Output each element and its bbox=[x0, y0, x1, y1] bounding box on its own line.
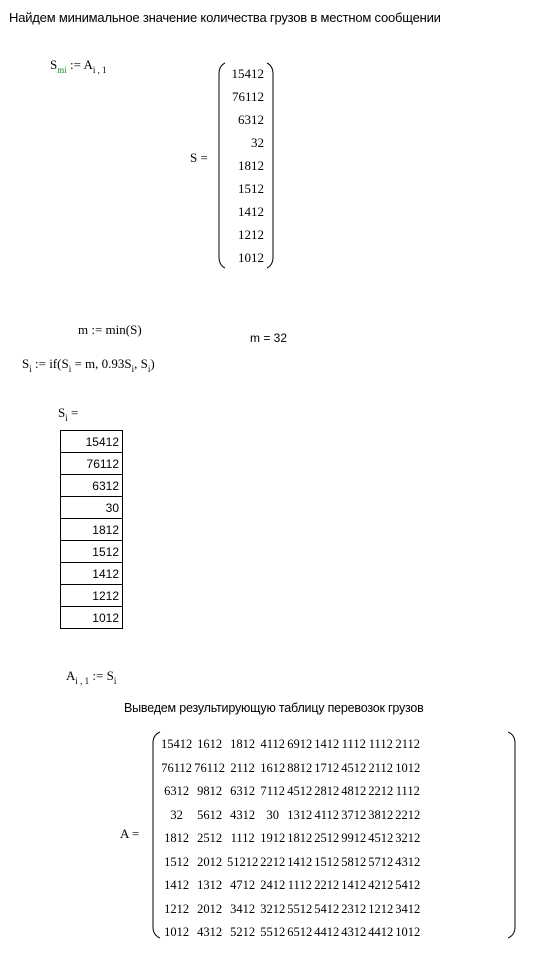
matrix-row bbox=[160, 898, 421, 922]
matrix-cell: 4812 bbox=[341, 784, 367, 799]
matrix-cell: 3812 bbox=[368, 807, 394, 822]
eq-if-sub-2: i bbox=[68, 364, 72, 374]
table-cell: 1512 bbox=[61, 541, 123, 563]
eq-if-sub-3: i bbox=[131, 364, 135, 374]
matrix-right-paren-icon bbox=[507, 731, 517, 939]
matrix-cell: 5412 bbox=[395, 878, 421, 893]
matrix-cell: 1812 bbox=[287, 831, 313, 846]
matrix-cell: 2212 bbox=[260, 854, 286, 869]
eq-assign-sub2: i bbox=[113, 676, 117, 686]
table-cell: 30 bbox=[61, 497, 123, 519]
matrix-cell: 4312 bbox=[230, 807, 256, 822]
matrix-cell: 1212 bbox=[368, 901, 394, 916]
matrix-cell: 5412 bbox=[314, 901, 340, 916]
matrix-cell: 4512 bbox=[341, 760, 367, 775]
eq-if-mid: = m, 0.93S bbox=[74, 356, 132, 371]
matrix-row bbox=[160, 874, 421, 898]
vector-s-cell: 1812 bbox=[238, 158, 264, 173]
right-paren-icon bbox=[266, 62, 274, 269]
table-row bbox=[61, 541, 123, 563]
matrix-cell: 4312 bbox=[197, 925, 223, 940]
matrix-cell: 1512 bbox=[164, 854, 190, 869]
eq-assign-op: := S bbox=[92, 668, 114, 683]
matrix-cell: 1412 bbox=[314, 737, 340, 752]
matrix-cell: 4712 bbox=[230, 878, 256, 893]
matrix-cell: 1012 bbox=[164, 925, 190, 940]
eq-assign bbox=[66, 668, 116, 686]
matrix-cell: 4412 bbox=[314, 925, 340, 940]
table-cell: 1012 bbox=[61, 607, 123, 629]
matrix-cell: 30 bbox=[266, 807, 280, 822]
matrix-a bbox=[160, 733, 421, 945]
matrix-cell: 9812 bbox=[197, 784, 223, 799]
matrix-cell: 2212 bbox=[395, 807, 421, 822]
matrix-cell: 76112 bbox=[194, 760, 226, 775]
table-cell: 76112 bbox=[61, 453, 123, 475]
matrix-cell: 1812 bbox=[164, 831, 190, 846]
matrix-cell: 4112 bbox=[314, 807, 340, 822]
left-paren-icon bbox=[218, 62, 226, 269]
matrix-cell: 2112 bbox=[368, 760, 394, 775]
eq-if-func: := if(S bbox=[35, 356, 69, 371]
matrix-cell: 1112 bbox=[368, 737, 393, 752]
matrix-cell: 1812 bbox=[230, 737, 256, 752]
matrix-cell: 4512 bbox=[368, 831, 394, 846]
eq-if-lhs: S bbox=[22, 356, 30, 371]
matrix-cell: 4512 bbox=[287, 784, 313, 799]
matrix-cell: 1112 bbox=[341, 737, 366, 752]
matrix-cell: 1112 bbox=[287, 878, 312, 893]
matrix-cell: 2112 bbox=[230, 760, 255, 775]
matrix-cell: 7112 bbox=[260, 784, 286, 799]
vector-s-cell: 1212 bbox=[238, 227, 264, 242]
matrix-cell: 6312 bbox=[164, 784, 190, 799]
vector-s-cell: 1012 bbox=[238, 250, 264, 265]
eq-if-sub-4: i bbox=[147, 364, 151, 374]
heading-min-value: Найдем минимальное значение количества грузов в местном сообщении bbox=[9, 10, 441, 25]
matrix-cell: 1112 bbox=[395, 784, 420, 799]
matrix-cell: 4112 bbox=[260, 737, 286, 752]
table-row bbox=[61, 475, 123, 497]
table-row bbox=[61, 453, 123, 475]
vector-s-cell: 15412 bbox=[231, 66, 264, 81]
matrix-row bbox=[160, 780, 421, 804]
matrix-cell: 4212 bbox=[368, 878, 394, 893]
matrix-cell: 3712 bbox=[341, 807, 367, 822]
table-cell: 1412 bbox=[61, 563, 123, 585]
eq-if bbox=[22, 356, 155, 374]
matrix-cell: 5512 bbox=[287, 901, 313, 916]
result-m: m = 32 bbox=[250, 331, 288, 345]
matrix-cell: 2512 bbox=[197, 831, 223, 846]
matrix-a-label: A = bbox=[120, 826, 140, 841]
table-row bbox=[61, 563, 123, 585]
table-row bbox=[61, 607, 123, 629]
eq-if-end: ) bbox=[150, 356, 155, 371]
matrix-cell: 6312 bbox=[230, 784, 256, 799]
matrix-cell: 1612 bbox=[197, 737, 223, 752]
matrix-cell: 5712 bbox=[368, 854, 394, 869]
matrix-cell: 2112 bbox=[395, 737, 421, 752]
matrix-cell: 1012 bbox=[395, 925, 421, 940]
vector-s-cell: 1512 bbox=[238, 181, 264, 196]
matrix-cell: 2212 bbox=[314, 878, 340, 893]
matrix-cell: 32 bbox=[170, 807, 183, 822]
eq-smi-lhs: S bbox=[50, 57, 58, 72]
matrix-cell: 1612 bbox=[260, 760, 286, 775]
matrix-cell: 4312 bbox=[395, 854, 421, 869]
matrix-cell: 2812 bbox=[314, 784, 340, 799]
si-result-table bbox=[60, 430, 123, 629]
matrix-cell: 2412 bbox=[260, 878, 286, 893]
matrix-cell: 1512 bbox=[314, 854, 340, 869]
table-cell: 1812 bbox=[61, 519, 123, 541]
matrix-cell: 6912 bbox=[287, 737, 313, 752]
matrix-cell: 9912 bbox=[341, 831, 367, 846]
matrix-row bbox=[160, 827, 421, 851]
matrix-cell: 1412 bbox=[341, 878, 367, 893]
matrix-cell: 2012 bbox=[197, 901, 223, 916]
vector-s-cell: 76112 bbox=[231, 89, 264, 104]
matrix-row bbox=[160, 804, 421, 828]
matrix-cell: 1412 bbox=[164, 878, 190, 893]
matrix-cell: 1312 bbox=[197, 878, 223, 893]
matrix-cell: 2512 bbox=[314, 831, 340, 846]
eq-smi-rhs-sub: i , 1 bbox=[92, 65, 107, 75]
matrix-row bbox=[160, 757, 421, 781]
vector-s-cell: 32 bbox=[251, 135, 264, 150]
matrix-cell: 2312 bbox=[341, 901, 367, 916]
vector-s-cell: 1412 bbox=[238, 204, 264, 219]
matrix-row bbox=[160, 921, 421, 945]
matrix-cell: 1212 bbox=[164, 901, 190, 916]
table-cell: 1212 bbox=[61, 585, 123, 607]
matrix-row bbox=[160, 733, 421, 757]
vector-s bbox=[224, 62, 270, 269]
matrix-cell: 8812 bbox=[287, 760, 313, 775]
si-label-text: S bbox=[58, 405, 66, 420]
eq-assign-lhs: A bbox=[66, 668, 76, 683]
si-label-eq: = bbox=[71, 405, 79, 420]
matrix-cell: 1712 bbox=[314, 760, 340, 775]
matrix-cell: 1012 bbox=[395, 760, 421, 775]
eq-smi-definition bbox=[50, 57, 107, 75]
matrix-cell: 4412 bbox=[368, 925, 394, 940]
si-label-sub: i bbox=[65, 413, 68, 423]
matrix-cell: 6512 bbox=[287, 925, 313, 940]
table-row bbox=[61, 497, 123, 519]
eq-if-tail: , S bbox=[134, 356, 148, 371]
matrix-cell: 3412 bbox=[395, 901, 421, 916]
matrix-cell: 5612 bbox=[197, 807, 223, 822]
matrix-cell: 1112 bbox=[230, 831, 255, 846]
eq-if-sub-1: i bbox=[29, 364, 32, 374]
eq-smi-op: := A bbox=[70, 57, 93, 72]
table-cell: 6312 bbox=[61, 475, 123, 497]
matrix-cell: 1912 bbox=[260, 831, 286, 846]
table-cell: 15412 bbox=[61, 431, 123, 453]
matrix-cell: 2012 bbox=[197, 854, 223, 869]
si-label bbox=[58, 405, 78, 423]
table-row bbox=[61, 519, 123, 541]
heading-result-table: Выведем результирующую таблицу перевозок грузов bbox=[124, 701, 424, 715]
matrix-cell: 2212 bbox=[368, 784, 394, 799]
table-row bbox=[61, 585, 123, 607]
matrix-cell: 5812 bbox=[341, 854, 367, 869]
table-row bbox=[61, 431, 123, 453]
eq-min: m := min(S) bbox=[78, 322, 142, 337]
matrix-cell: 4312 bbox=[341, 925, 367, 940]
matrix-cell: 1412 bbox=[287, 854, 313, 869]
matrix-cell: 3212 bbox=[260, 901, 286, 916]
matrix-cell: 5212 bbox=[230, 925, 256, 940]
matrix-cell: 3212 bbox=[395, 831, 421, 846]
eq-smi-lhs-sub: mi bbox=[57, 65, 67, 75]
eq-assign-sub: i , 1 bbox=[75, 676, 90, 686]
matrix-row bbox=[160, 851, 421, 875]
vector-s-cell: 6312 bbox=[238, 112, 264, 127]
matrix-cell: 15412 bbox=[161, 737, 193, 752]
matrix-cell: 51212 bbox=[227, 854, 259, 869]
matrix-cell: 1312 bbox=[287, 807, 313, 822]
matrix-cell: 5512 bbox=[260, 925, 286, 940]
matrix-cell: 76112 bbox=[161, 760, 193, 775]
matrix-cell: 3412 bbox=[230, 901, 256, 916]
vector-s-label: S = bbox=[190, 150, 208, 165]
